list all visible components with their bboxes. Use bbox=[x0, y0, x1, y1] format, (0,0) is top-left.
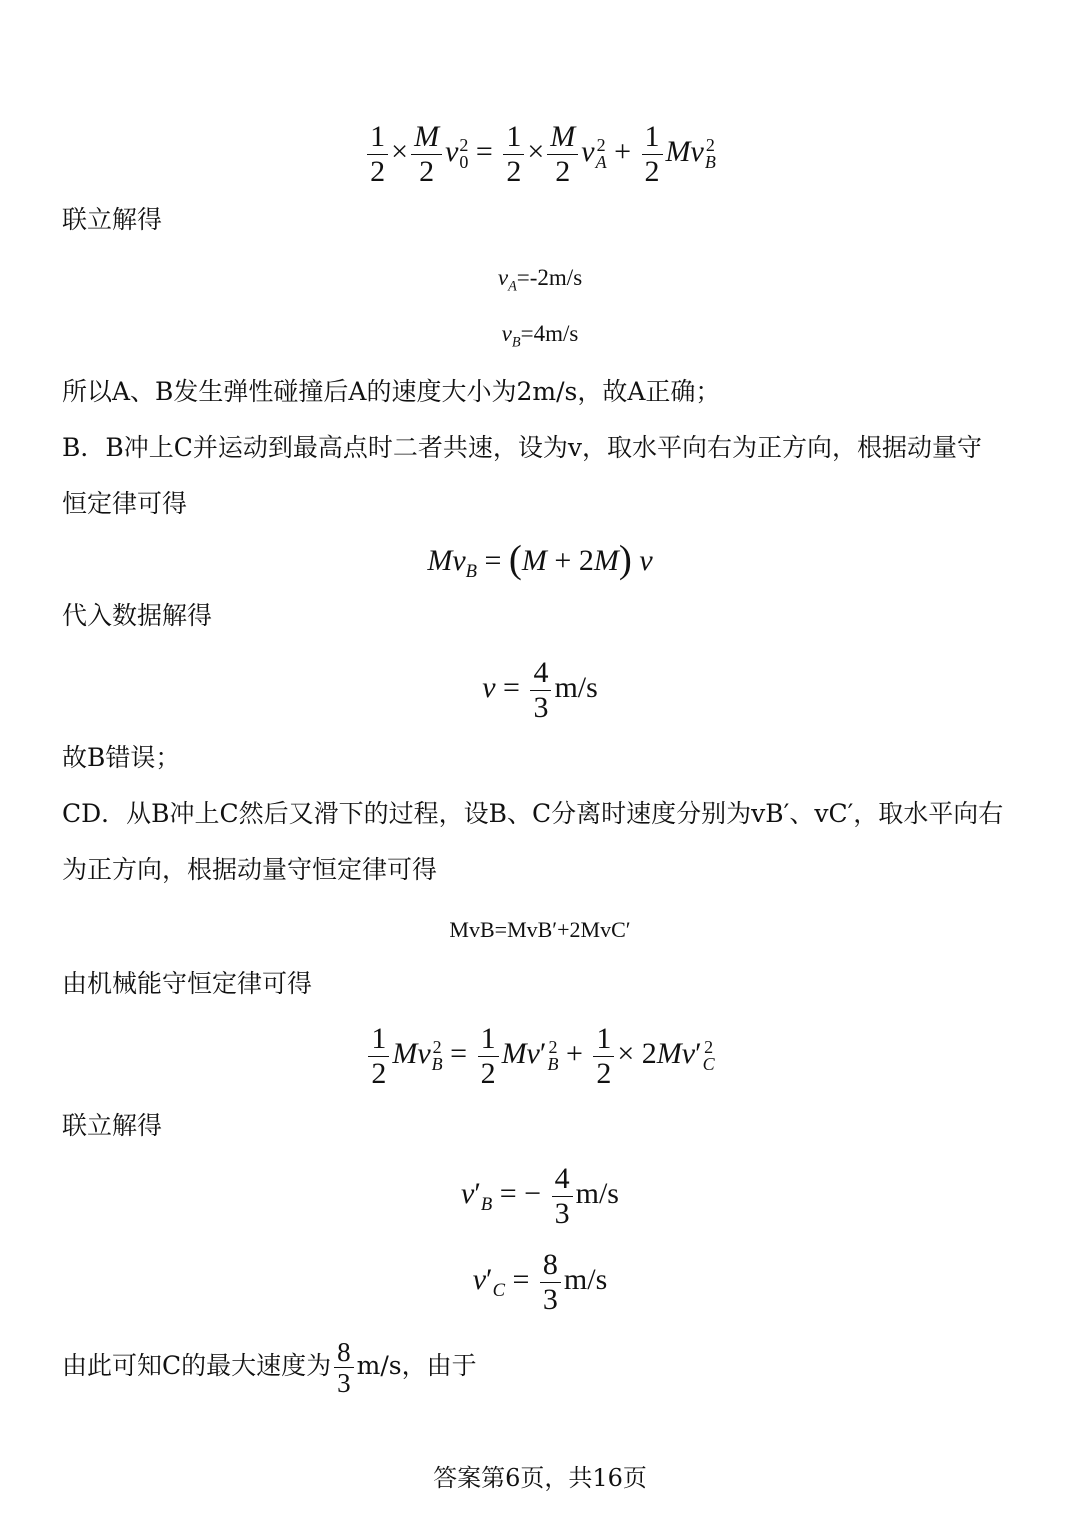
part-cd-line-1: CD．从B冲上C然后又滑下的过程，设B、C分离时速度分别为vB′、vC′，取水平向右 bbox=[62, 799, 1004, 828]
part-b-line-1: B．B冲上C并运动到最高点时二者共速，设为v，取水平向右为正方向，根据动量守 bbox=[62, 433, 982, 462]
result-va: $v_A=-2m/s$ bbox=[497, 265, 583, 295]
text-substitute: 代入数据解得 bbox=[62, 601, 213, 630]
text-energy-intro: 由机械能守恒定律可得 bbox=[62, 969, 313, 998]
result-vb: $v_B=4m/s$ bbox=[501, 321, 579, 351]
part-b-line-2: 恒定律可得 bbox=[62, 489, 188, 518]
equation-momentum-bc: $Mv_B = (M + 2M)$ v bbox=[427, 538, 653, 582]
equation-vc-prime: $v'_C$ = $\frac{8}{3}$ m/s bbox=[472, 1248, 608, 1316]
equation-vb-prime: $v'_B$ = − $\frac{4}{3}$ m/s bbox=[461, 1162, 619, 1230]
part-cd-line-2: 为正方向，根据动量守恒定律可得 bbox=[62, 855, 438, 884]
text-jointly-solve-2: 联立解得 bbox=[62, 1111, 163, 1140]
equation-v-common: v = $\frac{4}{3}$ m/s bbox=[482, 656, 598, 724]
equation-energy-ab: $\frac{1}{2}$ × $\frac{M}{2}$ v 2 0 = $\frac{1}{2}$ × $\frac{M}{2}$ v 2 A + $\frac{1}{2}$ Mv 2 B bbox=[0, 112, 1080, 192]
page-footer: 答案第6页，共16页 bbox=[433, 1464, 647, 1492]
conclusion-a: 所以A、B发生弹性碰撞后A的速度大小为2m/s，故A正确； bbox=[62, 377, 721, 406]
conclusion-b: 故B错误； bbox=[62, 743, 181, 772]
equation-momentum-bc-separation: MvB=MvB′+2MvC′ bbox=[449, 917, 631, 942]
text-jointly-solve-1: 联立解得 bbox=[62, 205, 163, 234]
final-statement: 由此可知C的最大速度为 $\frac{8}{3}$ m/s，由于 bbox=[62, 1336, 477, 1398]
equation-energy-bc: $\frac{1}{2}$ Mv 2 B = $\frac{1}{2}$ Mv′ 2 B + $\frac{1}{2}$ × 2Mv′ 2 C bbox=[0, 1014, 1080, 1094]
